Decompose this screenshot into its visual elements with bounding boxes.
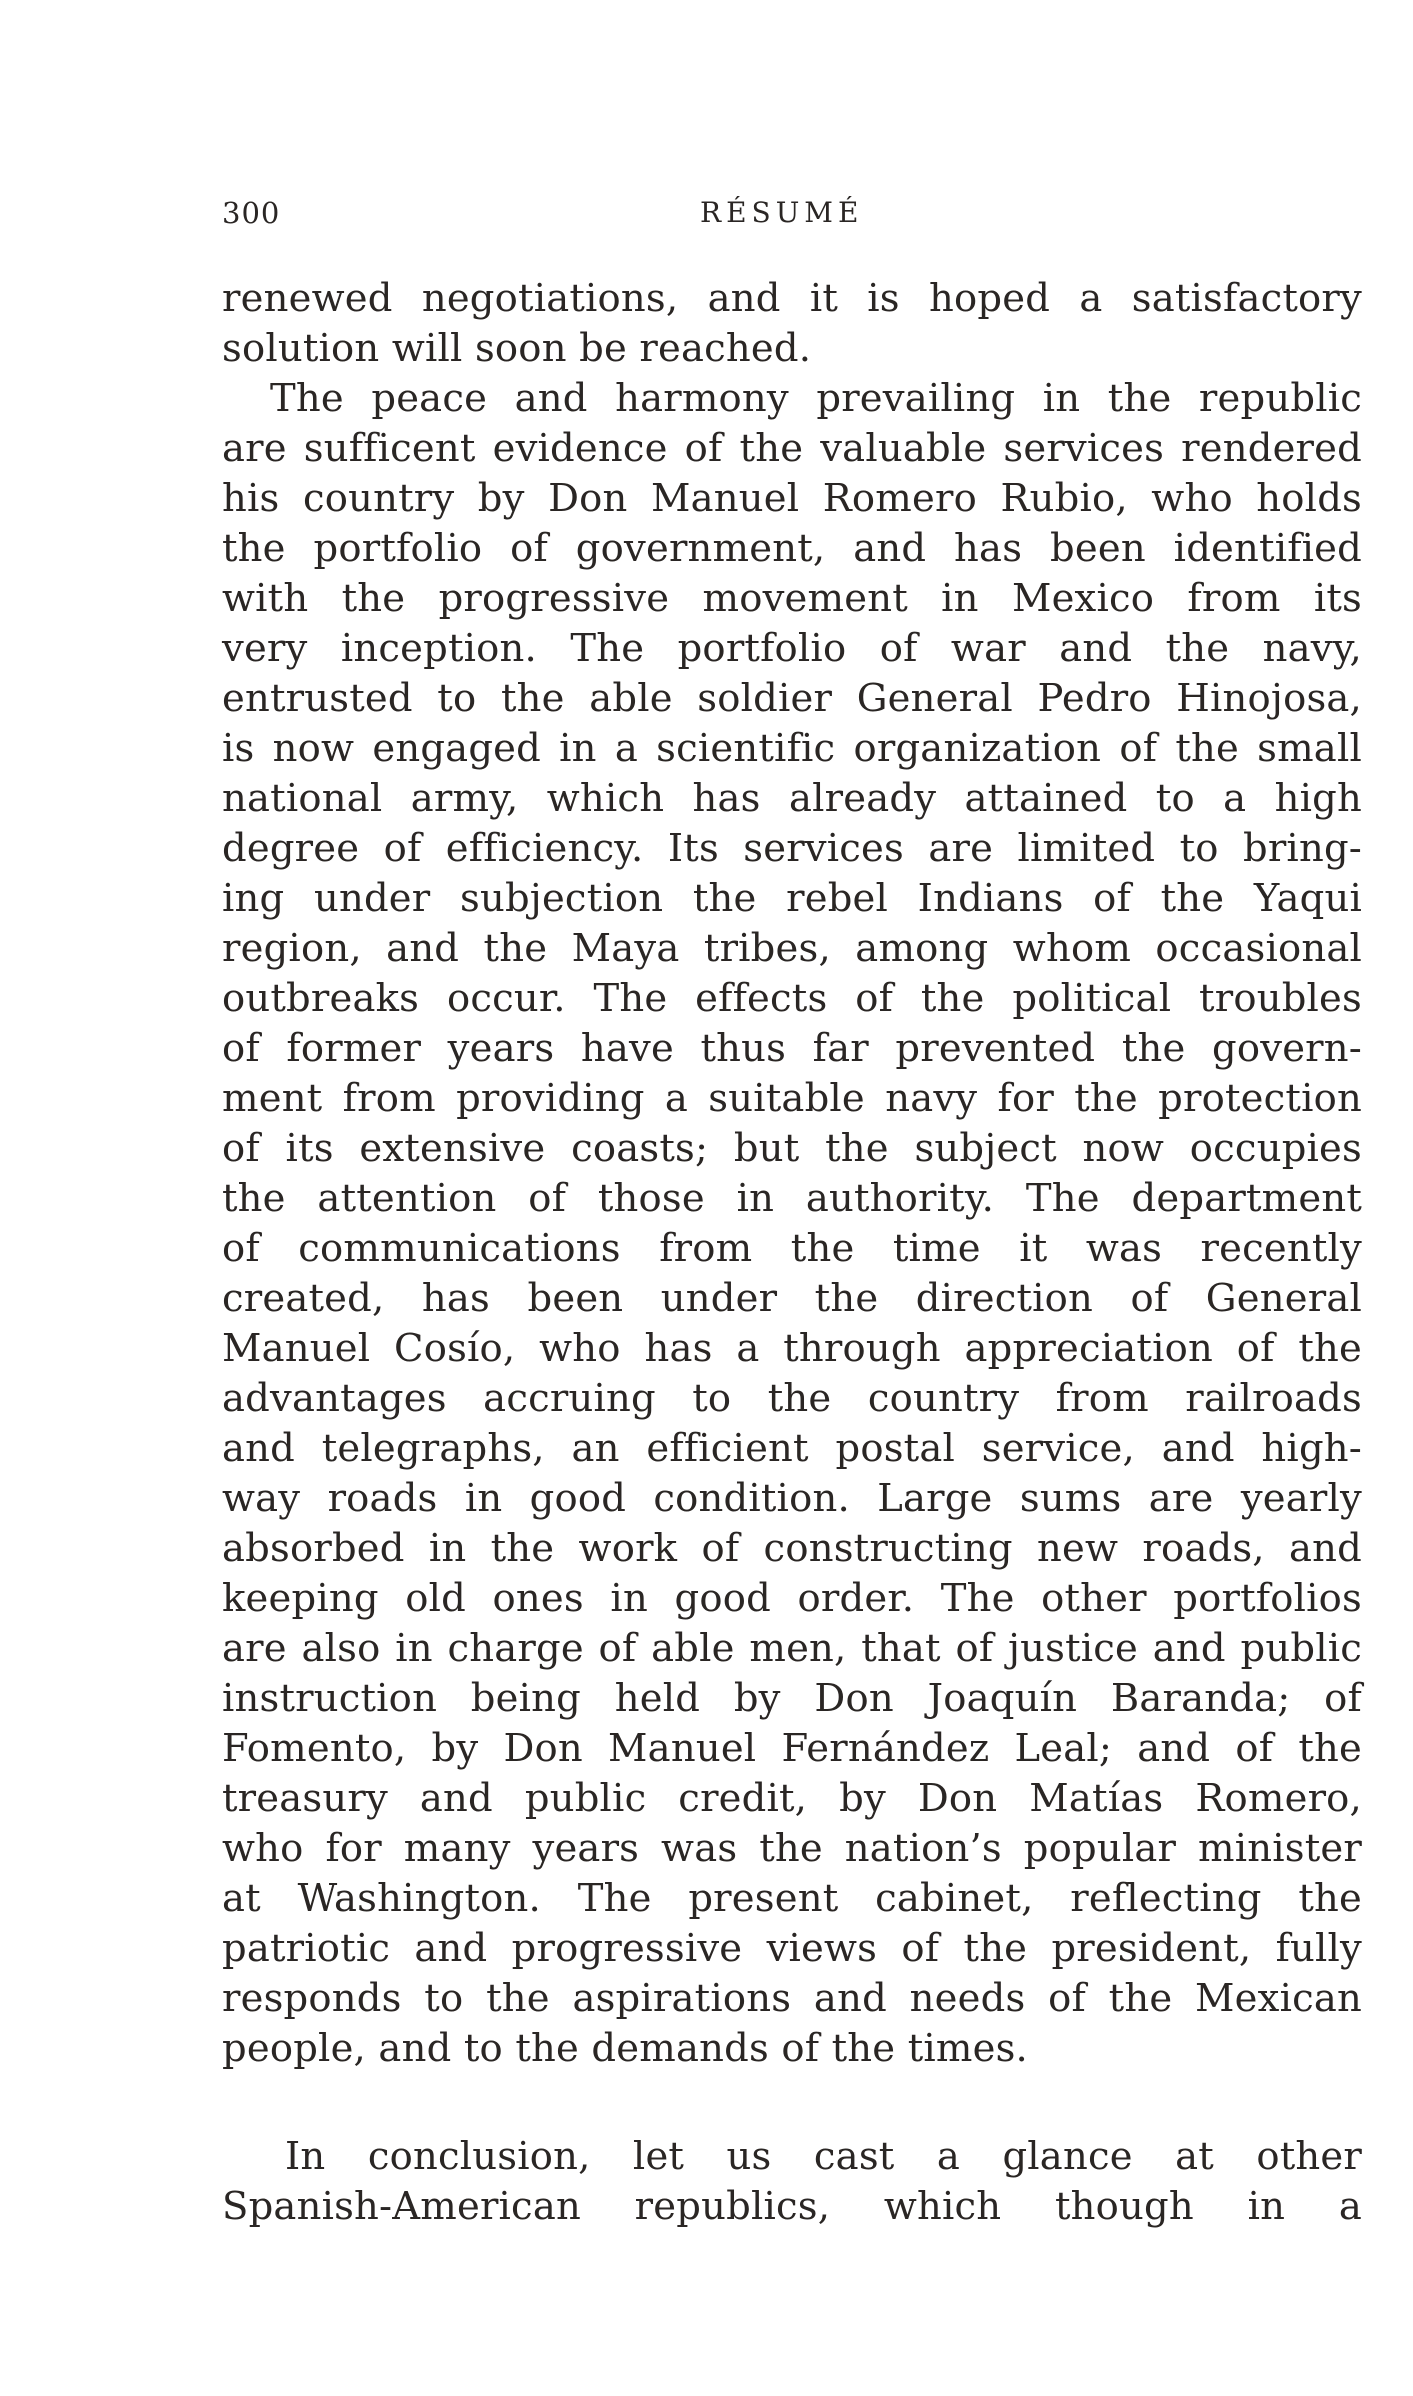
- running-title: RÉSUMÉ: [700, 196, 864, 229]
- text-line: ment from providing a suitable navy for the protection: [222, 1076, 1362, 1121]
- text-line: way roads in good condition. Large sums are yearly: [222, 1476, 1362, 1521]
- text-line: is now engaged in a scientific organization of the small: [222, 726, 1362, 771]
- text-line: national army, which has already attained to a high: [222, 776, 1362, 821]
- text-line: absorbed in the work of constructing new roads, and: [222, 1526, 1362, 1571]
- text-line: entrusted to the able soldier General Pedro Hinojosa,: [222, 676, 1362, 721]
- text-line: degree of efficiency. Its services are limited to bring-: [222, 826, 1362, 871]
- text-line: region, and the Maya tribes, among whom occasional: [222, 926, 1362, 971]
- paragraph-cabinet: [222, 374, 1362, 2074]
- text-line: his country by Don Manuel Romero Rubio, who holds: [222, 476, 1362, 521]
- text-line: Fomento, by Don Manuel Fernández Leal; and of the: [222, 1726, 1362, 1771]
- text-line: the portfolio of government, and has been identified: [222, 526, 1362, 571]
- text-line: of communications from the time it was recently: [222, 1226, 1362, 1271]
- page-number: 300: [222, 196, 281, 230]
- text-line: The peace and harmony prevailing in the republic: [270, 376, 1362, 421]
- text-line: very inception. The portfolio of war and the navy,: [222, 626, 1362, 671]
- text-line: people, and to the demands of the times.: [222, 2026, 1028, 2071]
- text-line: of its extensive coasts; but the subject now occupies: [222, 1126, 1362, 1171]
- text-line: and telegraphs, an efficient postal service, and high-: [222, 1426, 1362, 1471]
- text-line: ing under subjection the rebel Indians of the Yaqui: [222, 876, 1362, 921]
- text-line: In conclusion, let us cast a glance at other: [285, 2134, 1362, 2179]
- text-line: at Washington. The present cabinet, reflecting the: [222, 1876, 1362, 1921]
- text-line: who for many years was the nation’s popular minister: [222, 1826, 1362, 1871]
- paragraph-conclusion: [222, 2132, 1362, 2232]
- paragraph-continuation: [222, 274, 1362, 374]
- text-line: created, has been under the direction of General: [222, 1276, 1362, 1321]
- text-line: advantages accruing to the country from railroads: [222, 1376, 1362, 1421]
- text-line: renewed negotiations, and it is hoped a satisfactory: [222, 276, 1362, 321]
- text-line: outbreaks occur. The effects of the political troubles: [222, 976, 1362, 1021]
- text-line: treasury and public credit, by Don Matías Romero,: [222, 1776, 1362, 1821]
- text-line: are also in charge of able men, that of justice and public: [222, 1626, 1362, 1671]
- text-line: Spanish-American republics, which though in a: [222, 2184, 1362, 2229]
- text-line: keeping old ones in good order. The other portfolios: [222, 1576, 1362, 1621]
- text-line: responds to the aspirations and needs of the Mexican: [222, 1976, 1362, 2021]
- text-line: solution will soon be reached.: [222, 326, 812, 371]
- text-line: are sufficent evidence of the valuable services rendered: [222, 426, 1362, 471]
- text-line: with the progressive movement in Mexico from its: [222, 576, 1362, 621]
- text-line: Manuel Cosío, who has a through appreciation of the: [222, 1326, 1362, 1371]
- text-line: instruction being held by Don Joaquín Baranda; of: [222, 1676, 1362, 1721]
- text-line: patriotic and progressive views of the president, fully: [222, 1926, 1362, 1971]
- text-line: the attention of those in authority. The department: [222, 1176, 1362, 1221]
- text-line: of former years have thus far prevented the govern-: [222, 1026, 1362, 1071]
